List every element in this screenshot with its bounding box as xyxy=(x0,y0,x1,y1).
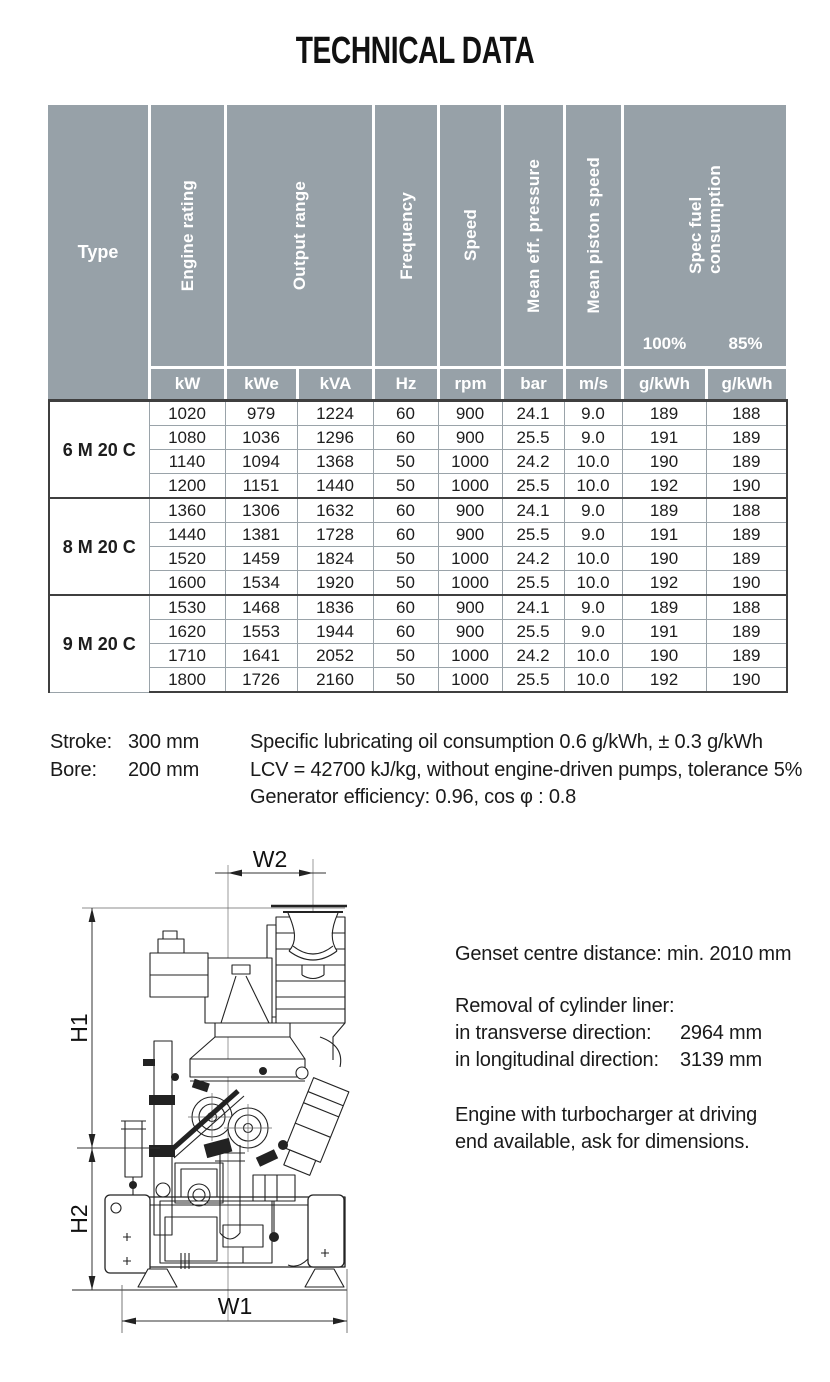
data-cell: 1710 xyxy=(149,644,225,668)
dim-label-h1: H1 xyxy=(66,1013,92,1043)
data-cell: 9.0 xyxy=(564,426,622,450)
removal-label: in longitudinal direction: xyxy=(455,1049,659,1071)
header-frequency-label: Frequency xyxy=(396,191,416,280)
data-cell: 1151 xyxy=(225,474,297,499)
data-cell: 1224 xyxy=(297,401,373,426)
removal-label: in transverse direction: xyxy=(455,1022,652,1044)
data-cell: 60 xyxy=(373,620,438,644)
data-cell: 24.2 xyxy=(502,450,564,474)
removal-heading: Removal of cylinder liner: xyxy=(455,995,675,1017)
unit-kwe: kWe xyxy=(224,366,296,399)
header-cell-mean-piston-speed xyxy=(563,105,621,366)
data-cell: 1944 xyxy=(297,620,373,644)
spec-fuel-line1: Spec fuel xyxy=(686,196,705,274)
data-cell: 1080 xyxy=(149,426,225,450)
dim-label-w2: W2 xyxy=(252,846,288,872)
data-cell: 1000 xyxy=(438,571,502,596)
spec-fuel-line2: consumption xyxy=(705,165,724,274)
data-cell: 190 xyxy=(622,450,706,474)
data-cell: 900 xyxy=(438,401,502,426)
data-cell: 191 xyxy=(622,523,706,547)
data-cell: 189 xyxy=(622,595,706,620)
data-cell: 50 xyxy=(373,571,438,596)
data-cell: 50 xyxy=(373,474,438,499)
data-cell: 50 xyxy=(373,668,438,693)
data-cell: 1000 xyxy=(438,644,502,668)
data-cell: 1620 xyxy=(149,620,225,644)
data-cell: 1368 xyxy=(297,450,373,474)
removal-row xyxy=(455,1047,815,1074)
data-cell: 9.0 xyxy=(564,523,622,547)
header-cell-speed xyxy=(437,105,501,366)
data-cell: 50 xyxy=(373,450,438,474)
unit-rpm: rpm xyxy=(437,366,501,399)
data-cell: 189 xyxy=(706,450,787,474)
data-cell: 1459 xyxy=(225,547,297,571)
data-cell: 10.0 xyxy=(564,450,622,474)
data-cell: 192 xyxy=(622,668,706,693)
data-cell: 9.0 xyxy=(564,620,622,644)
data-cell: 24.1 xyxy=(502,498,564,523)
general-notes xyxy=(250,729,810,812)
header-mps-label: Mean piston speed xyxy=(584,157,603,314)
data-cell: 24.2 xyxy=(502,644,564,668)
dim-label-w1: W1 xyxy=(217,1293,253,1319)
engine-type-cell: 8 M 20 C xyxy=(49,498,149,595)
engine-drawing xyxy=(55,845,415,1345)
data-cell: 1000 xyxy=(438,547,502,571)
header-speed-label: Speed xyxy=(461,209,480,262)
data-cell: 25.5 xyxy=(502,474,564,499)
bore-value: 200 mm xyxy=(128,758,200,781)
data-cell: 188 xyxy=(706,401,787,426)
data-cell: 1036 xyxy=(225,426,297,450)
data-cell: 10.0 xyxy=(564,547,622,571)
note-line: LCV = 42700 kJ/kg, without engine-driven pumps, tolerance 5% xyxy=(250,758,803,781)
engine-type-cell: 9 M 20 C xyxy=(49,595,149,692)
tech-table xyxy=(48,399,788,693)
data-cell: 25.5 xyxy=(502,668,564,693)
data-cell: 25.5 xyxy=(502,571,564,596)
data-cell: 25.5 xyxy=(502,620,564,644)
load-percent-row xyxy=(624,334,786,366)
data-cell: 190 xyxy=(706,474,787,499)
page-title: TECHNICAL DATA xyxy=(295,30,535,72)
note-line: Specific lubricating oil consumption 0.6 g/kWh, ± 0.3 g/kWh xyxy=(250,731,763,753)
data-cell: 10.0 xyxy=(564,644,622,668)
data-cell: 1020 xyxy=(149,401,225,426)
data-cell: 1836 xyxy=(297,595,373,620)
unit-gkwh-85: g/kWh xyxy=(705,366,786,399)
data-cell: 1520 xyxy=(149,547,225,571)
unit-bar: bar xyxy=(501,366,563,399)
data-cell: 1094 xyxy=(225,450,297,474)
header-cell-frequency xyxy=(372,105,437,366)
unit-kw: kW xyxy=(148,366,224,399)
header-cell-type xyxy=(48,105,148,399)
data-cell: 189 xyxy=(622,498,706,523)
data-cell: 1360 xyxy=(149,498,225,523)
data-cell: 60 xyxy=(373,426,438,450)
data-cell: 1530 xyxy=(149,595,225,620)
data-cell: 188 xyxy=(706,498,787,523)
genset-distance-line: Genset centre distance: min. 2010 mm xyxy=(455,943,792,965)
data-cell: 189 xyxy=(622,401,706,426)
data-cell: 900 xyxy=(438,523,502,547)
engine-type-cell: 6 M 20 C xyxy=(49,401,149,499)
data-cell: 190 xyxy=(622,644,706,668)
spec-fuel-rotated-label xyxy=(686,105,724,334)
data-cell: 24.1 xyxy=(502,401,564,426)
data-cell: 1800 xyxy=(149,668,225,693)
stroke-bore-notes xyxy=(50,729,199,784)
header-mep-label: Mean eff. pressure xyxy=(524,158,543,313)
header-engine-rating-label: Engine rating xyxy=(178,179,197,292)
data-cell: 189 xyxy=(706,620,787,644)
stroke-value: 300 mm xyxy=(128,731,200,753)
turbocharger-note-line2: end available, ask for dimensions. xyxy=(455,1131,750,1153)
data-cell: 979 xyxy=(225,401,297,426)
data-cell: 1726 xyxy=(225,668,297,693)
data-cell: 2160 xyxy=(297,668,373,693)
table-body xyxy=(49,401,787,693)
data-cell: 189 xyxy=(706,547,787,571)
data-cell: 1468 xyxy=(225,595,297,620)
unit-kva: kVA xyxy=(296,366,372,399)
data-cell: 9.0 xyxy=(564,401,622,426)
removal-value: 2964 mm xyxy=(680,1022,762,1044)
data-cell: 1553 xyxy=(225,620,297,644)
header-type-label: Type xyxy=(77,241,119,262)
data-cell: 60 xyxy=(373,523,438,547)
data-cell: 60 xyxy=(373,401,438,426)
tech-table-header xyxy=(48,105,786,399)
data-cell: 9.0 xyxy=(564,498,622,523)
data-cell: 1381 xyxy=(225,523,297,547)
data-cell: 1824 xyxy=(297,547,373,571)
data-cell: 50 xyxy=(373,644,438,668)
load-85-label: 85% xyxy=(728,334,763,353)
data-cell: 191 xyxy=(622,426,706,450)
data-cell: 24.1 xyxy=(502,595,564,620)
data-cell: 1641 xyxy=(225,644,297,668)
data-cell: 9.0 xyxy=(564,595,622,620)
data-cell: 60 xyxy=(373,498,438,523)
removal-row xyxy=(455,1020,815,1047)
data-cell: 190 xyxy=(706,668,787,693)
stroke-label: Stroke: xyxy=(50,731,112,753)
data-cell: 189 xyxy=(706,644,787,668)
header-cell-spec-fuel xyxy=(621,105,786,366)
data-cell: 1632 xyxy=(297,498,373,523)
data-cell: 1306 xyxy=(225,498,297,523)
data-cell: 1140 xyxy=(149,450,225,474)
data-cell: 1000 xyxy=(438,668,502,693)
data-cell: 25.5 xyxy=(502,426,564,450)
header-cell-output-range xyxy=(224,105,372,366)
data-cell: 2052 xyxy=(297,644,373,668)
bore-label: Bore: xyxy=(50,758,97,781)
data-cell: 192 xyxy=(622,571,706,596)
data-cell: 1000 xyxy=(438,474,502,499)
data-cell: 1000 xyxy=(438,450,502,474)
data-cell: 1728 xyxy=(297,523,373,547)
data-cell: 1440 xyxy=(297,474,373,499)
note-line: Generator efficiency: 0.96, cos φ : 0.8 xyxy=(250,786,577,808)
data-cell: 1200 xyxy=(149,474,225,499)
data-cell: 1920 xyxy=(297,571,373,596)
data-cell: 190 xyxy=(706,571,787,596)
data-cell: 25.5 xyxy=(502,523,564,547)
data-cell: 900 xyxy=(438,595,502,620)
unit-gkwh-100: g/kWh xyxy=(621,366,705,399)
data-cell: 189 xyxy=(706,523,787,547)
data-cell: 1534 xyxy=(225,571,297,596)
data-cell: 188 xyxy=(706,595,787,620)
data-cell: 10.0 xyxy=(564,571,622,596)
data-cell: 1440 xyxy=(149,523,225,547)
removal-value: 3139 mm xyxy=(680,1049,762,1071)
data-cell: 189 xyxy=(706,426,787,450)
data-cell: 50 xyxy=(373,547,438,571)
dim-label-h2: H2 xyxy=(66,1204,92,1234)
data-cell: 900 xyxy=(438,498,502,523)
header-output-range-label: Output range xyxy=(290,180,309,291)
data-cell: 192 xyxy=(622,474,706,499)
data-cell: 900 xyxy=(438,620,502,644)
header-cell-mean-eff-pressure xyxy=(501,105,563,366)
unit-ms: m/s xyxy=(563,366,621,399)
stroke-row xyxy=(50,729,199,757)
turbocharger-note-line1: Engine with turbocharger at driving xyxy=(455,1104,758,1126)
unit-hz: Hz xyxy=(372,366,437,399)
data-cell: 24.2 xyxy=(502,547,564,571)
data-cell: 10.0 xyxy=(564,668,622,693)
data-cell: 190 xyxy=(622,547,706,571)
header-cell-engine-rating xyxy=(148,105,224,366)
side-notes xyxy=(455,941,815,1156)
data-cell: 1296 xyxy=(297,426,373,450)
data-cell: 191 xyxy=(622,620,706,644)
data-cell: 60 xyxy=(373,595,438,620)
load-100-label: 100% xyxy=(642,334,687,353)
data-cell: 10.0 xyxy=(564,474,622,499)
data-cell: 900 xyxy=(438,426,502,450)
bore-row xyxy=(50,757,199,785)
data-cell: 1600 xyxy=(149,571,225,596)
